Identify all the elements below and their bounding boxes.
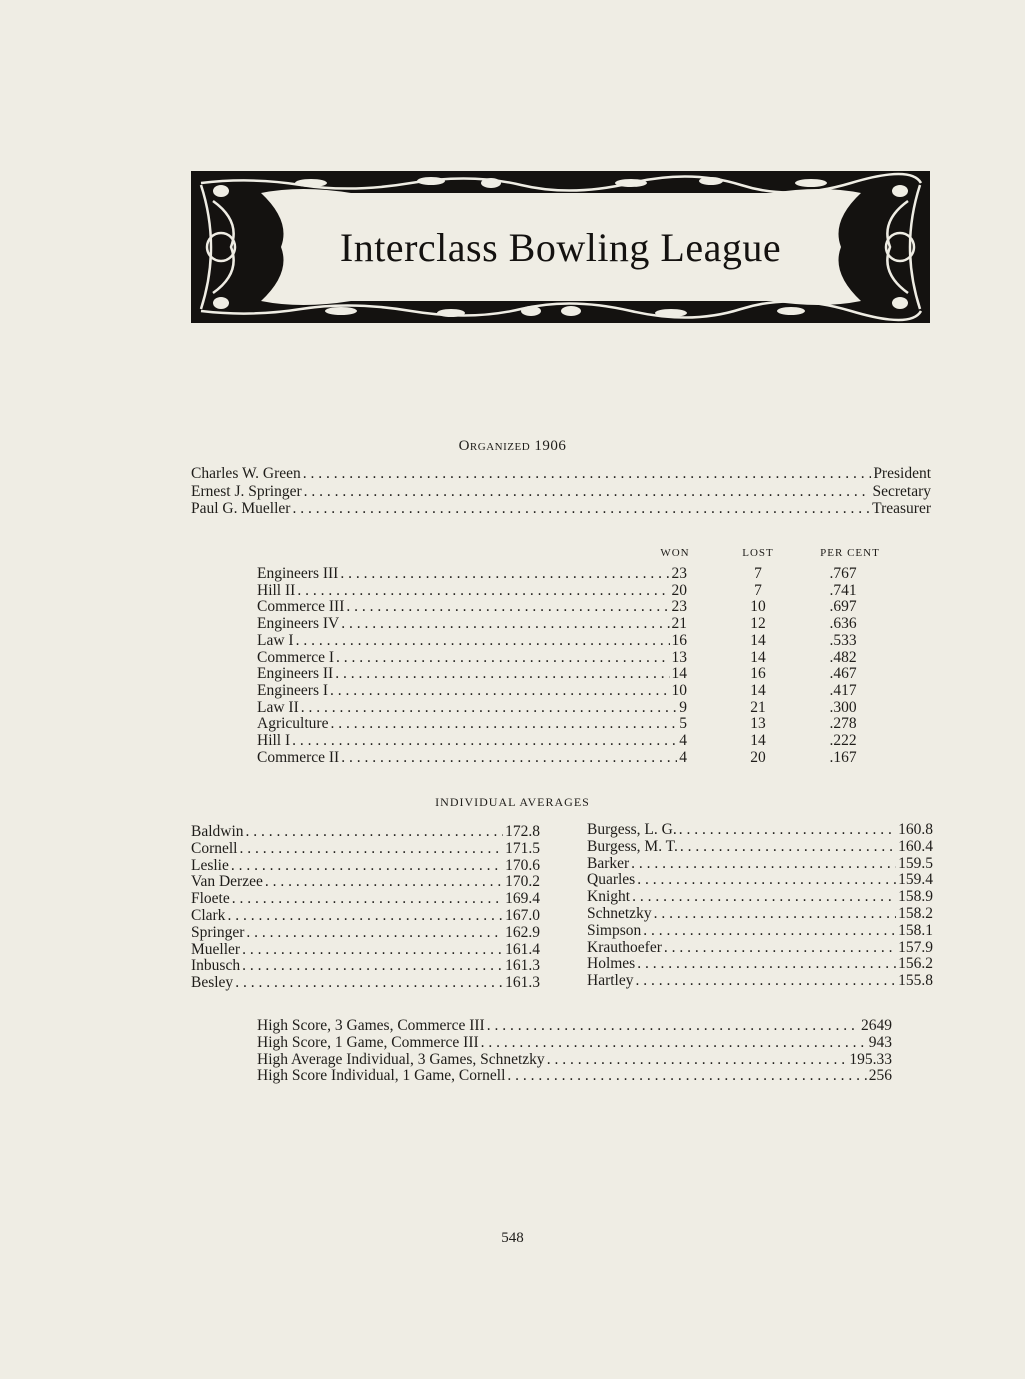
dot-leader (632, 889, 896, 906)
lost-value: 20 (750, 748, 766, 766)
standings-row-label: Commerce II (257, 748, 340, 766)
lost-value: 12 (750, 615, 766, 633)
average-row-label: Clark (191, 907, 226, 924)
average-row (587, 973, 933, 990)
average-row (587, 923, 933, 940)
standings-row-value: 14 (671, 665, 687, 683)
dot-leader (631, 856, 896, 873)
record-row (257, 1052, 892, 1069)
standings-row-label: Commerce III (257, 598, 345, 616)
standings-row-value: 4 (679, 732, 687, 749)
officer-row-value: President (873, 465, 931, 482)
record-row (257, 1068, 892, 1085)
standings-row-label: Agriculture (257, 715, 329, 733)
standings-row (257, 599, 687, 616)
average-row-value: 170.2 (505, 873, 540, 891)
average-row-label: Barker (587, 854, 630, 872)
record-row-label: High Average Individual, 3 Games, Schnetzky (257, 1050, 545, 1068)
average-row-value: 156.2 (898, 955, 933, 973)
average-row-label: Burgess, M. T. (587, 837, 678, 855)
dot-leader (664, 940, 896, 957)
dot-leader (487, 1018, 859, 1035)
officer-row-value: Treasurer (872, 500, 931, 517)
standings-row-label: Law II (257, 698, 299, 716)
standings-row (257, 633, 687, 650)
average-row-value: 158.9 (898, 888, 933, 906)
standings-row-value: 16 (671, 631, 687, 649)
lost-value: 14 (750, 648, 766, 666)
officer-row-label: Ernest J. Springer (191, 482, 302, 500)
average-row (191, 874, 540, 891)
average-row-label: Van Derzee (191, 873, 263, 891)
average-row (587, 889, 933, 906)
dot-leader (292, 733, 677, 750)
standings-row-value: 23 (671, 565, 687, 582)
lost-value: 14 (750, 681, 766, 699)
average-row (587, 839, 933, 856)
average-row (191, 958, 540, 975)
average-row (587, 872, 933, 889)
dot-leader (679, 822, 896, 839)
standings-row (257, 566, 687, 583)
record-row (257, 1035, 892, 1052)
dot-leader (242, 942, 503, 959)
average-row (587, 822, 933, 839)
standings-row-label: Engineers IV (257, 615, 340, 633)
dot-leader (341, 750, 677, 767)
standings-row (257, 583, 687, 600)
average-row-label: Floete (191, 890, 230, 908)
standings-row-label: Engineers III (257, 565, 339, 582)
average-row-value: 157.9 (898, 938, 933, 956)
dot-leader (340, 566, 669, 583)
officer-row (191, 501, 931, 518)
officer-row-value: Secretary (872, 482, 931, 500)
dot-leader (341, 616, 669, 633)
average-row-label: Baldwin (191, 823, 244, 840)
average-row-label: Besley (191, 974, 234, 992)
average-row-label: Cornell (191, 839, 238, 857)
record-row-value: 195.33 (849, 1050, 892, 1068)
standings-row (257, 733, 687, 750)
percent-value: .482 (829, 648, 857, 666)
lost-value: 7 (754, 565, 762, 582)
average-row (587, 956, 933, 973)
dot-leader (240, 841, 504, 858)
officer-row (191, 484, 931, 501)
dot-leader (680, 839, 896, 856)
lost-header: LOST (742, 547, 774, 559)
dot-leader (547, 1052, 848, 1069)
average-row (587, 856, 933, 873)
lost-value: 10 (750, 598, 766, 616)
dot-leader (297, 583, 669, 600)
average-row-value: 172.8 (505, 823, 540, 840)
lost-value: 16 (750, 665, 766, 683)
lost-value: 14 (750, 631, 766, 649)
dot-leader (227, 908, 503, 925)
average-row-label: Simpson (587, 921, 642, 939)
average-row-value: 155.8 (898, 972, 933, 990)
dot-leader (246, 824, 504, 841)
average-row (191, 942, 540, 959)
average-row-value: 159.4 (898, 871, 933, 889)
standings-row-value: 13 (671, 648, 687, 666)
organized-heading: Organized 1906 (458, 438, 567, 454)
average-row (191, 824, 540, 841)
average-row (191, 908, 540, 925)
record-row (257, 1018, 892, 1035)
average-row (191, 975, 540, 992)
dot-leader (292, 501, 870, 518)
average-row (587, 940, 933, 957)
record-row-label: High Score, 1 Game, Commerce III (257, 1033, 479, 1051)
dot-leader (481, 1035, 867, 1052)
average-row (191, 891, 540, 908)
record-row-value: 256 (868, 1067, 892, 1085)
won-header: WON (660, 547, 690, 559)
dot-leader (232, 891, 503, 908)
average-row-label: Krauthoefer (587, 938, 662, 956)
standings-row-value: 10 (671, 681, 687, 699)
record-row-label: High Score, 3 Games, Commerce III (257, 1017, 485, 1034)
average-row (191, 858, 540, 875)
lost-value: 13 (750, 715, 766, 733)
percent-value: .222 (829, 732, 857, 749)
average-row-value: 170.6 (505, 856, 540, 874)
title-banner (191, 171, 930, 323)
dot-leader (346, 599, 669, 616)
average-row-label: Quarles (587, 871, 636, 889)
standings-row (257, 683, 687, 700)
officer-row-label: Charles W. Green (191, 465, 301, 482)
average-row-value: 162.9 (505, 923, 540, 941)
average-row-value: 161.4 (505, 940, 540, 958)
individual-averages-heading: INDIVIDUAL AVERAGES (435, 795, 590, 809)
average-row-value: 161.3 (505, 974, 540, 992)
record-row-value: 2649 (861, 1017, 892, 1034)
percent-value: .767 (829, 565, 857, 582)
average-row-label: Springer (191, 923, 245, 941)
officer-row (191, 466, 931, 483)
percent-header: PER CENT (820, 547, 880, 559)
dot-leader (304, 484, 871, 501)
percent-value: .167 (829, 748, 857, 766)
average-row (191, 841, 540, 858)
standings-row-value: 5 (679, 715, 687, 733)
standings-row-label: Engineers II (257, 665, 334, 683)
average-row-label: Mueller (191, 940, 241, 958)
record-row-label: High Score Individual, 1 Game, Cornell (257, 1067, 506, 1085)
standings-row-label: Law I (257, 631, 294, 649)
dot-leader (635, 973, 896, 990)
dot-leader (643, 923, 896, 940)
average-row-label: Inbusch (191, 957, 241, 975)
percent-value: .417 (829, 681, 857, 699)
standings-row (257, 666, 687, 683)
average-row-value: 159.5 (898, 854, 933, 872)
dot-leader (335, 666, 669, 683)
standings-row-label: Hill II (257, 581, 296, 599)
lost-value: 14 (750, 732, 766, 749)
dot-leader (246, 925, 503, 942)
average-row (191, 925, 540, 942)
standings-row-value: 21 (671, 615, 687, 633)
average-row-label: Schnetzky (587, 905, 652, 922)
record-row-value: 943 (868, 1033, 892, 1051)
dot-leader (336, 650, 669, 667)
average-row-label: Leslie (191, 856, 229, 874)
average-row-value: 167.0 (505, 907, 540, 924)
average-row-label: Holmes (587, 955, 636, 973)
percent-value: .697 (829, 598, 857, 616)
average-row (587, 906, 933, 923)
average-row-value: 158.2 (898, 905, 933, 922)
standings-row-value: 20 (671, 581, 687, 599)
average-row-label: Knight (587, 888, 631, 906)
dot-leader (301, 700, 678, 717)
percent-value: .636 (829, 615, 857, 633)
standings-row (257, 700, 687, 717)
percent-value: .278 (829, 715, 857, 733)
officer-row-label: Paul G. Mueller (191, 500, 291, 517)
page-number: 548 (501, 1230, 524, 1246)
dot-leader (330, 716, 677, 733)
dot-leader (637, 872, 896, 889)
dot-leader (242, 958, 503, 975)
standings-row-value: 23 (671, 598, 687, 616)
lost-value: 7 (754, 581, 762, 599)
dot-leader (235, 975, 503, 992)
average-row-label: Burgess, L. G. (587, 821, 677, 838)
standings-row (257, 616, 687, 633)
percent-value: .741 (829, 581, 857, 599)
standings-row-label: Engineers I (257, 681, 329, 699)
percent-value: .467 (829, 665, 857, 683)
average-row-value: 160.8 (898, 821, 933, 838)
average-row-value: 160.4 (898, 837, 933, 855)
standings-row-label: Hill I (257, 732, 291, 749)
standings-row-value: 9 (679, 698, 687, 716)
dot-leader (654, 906, 897, 923)
standings-row (257, 650, 687, 667)
average-row-value: 158.1 (898, 921, 933, 939)
average-row-value: 169.4 (505, 890, 540, 908)
lost-value: 21 (750, 698, 766, 716)
page-title: Interclass Bowling League (339, 224, 782, 270)
dot-leader (265, 874, 503, 891)
percent-value: .300 (829, 698, 857, 716)
dot-leader (231, 858, 503, 875)
average-row-label: Hartley (587, 972, 634, 990)
standings-row-value: 4 (679, 748, 687, 766)
average-row-value: 161.3 (505, 957, 540, 975)
standings-row (257, 716, 687, 733)
dot-leader (637, 956, 896, 973)
percent-value: .533 (829, 631, 857, 649)
dot-leader (296, 633, 670, 650)
dot-leader (507, 1068, 866, 1085)
dot-leader (330, 683, 669, 700)
average-row-value: 171.5 (505, 839, 540, 857)
dot-leader (303, 466, 872, 483)
standings-row (257, 750, 687, 767)
standings-row-label: Commerce I (257, 648, 335, 666)
